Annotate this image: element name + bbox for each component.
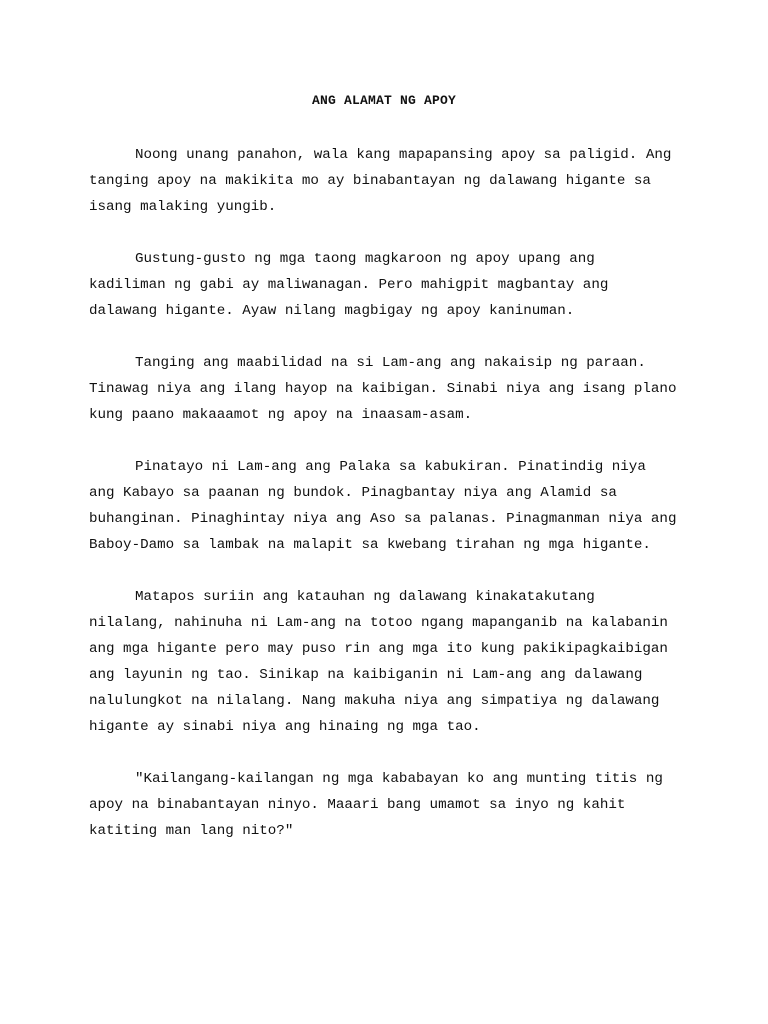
document-body <box>89 142 679 870</box>
paragraph-2: Gustung-gusto ng mga taong magkaroon ng apoy upang ang kadiliman ng gabi ay maliwanagan. Pero mahigpit magbantay ang dalawang higante. Ayaw nilang magbigay ng apoy kaninuman. <box>89 251 609 319</box>
document-title: ANG ALAMAT NG APOY <box>311 93 457 108</box>
paragraph-5: Matapos suriin ang katauhan ng dalawang kinakatakutang nilalang, nahinuha ni Lam-ang na totoo ngang mapanganib na kalabanin ang mga higante pero may puso rin ang mga ito kung pakikipagkaibigan ang layunin ng tao. Sinikap na kaibiganin ni Lam-ang ang dalawang nalulungkot na nilalang. Nang makuha niya ang simpatiya ng dalawang higante ay sinabi niya ang hinaing ng mga tao. <box>89 589 668 735</box>
paragraph-3: Tanging ang maabilidad na si Lam-ang ang nakaisip ng paraan. Tinawag niya ang ilang hayop na kaibigan. Sinabi niya ang isang plano kung paano makaaamot ng apoy na inaasam-asam. <box>89 355 677 423</box>
paragraph-1: Noong unang panahon, wala kang mapapansing apoy sa paligid. Ang tanging apoy na makikita mo ay binabantayan ng dalawang higante sa isang malaking yungib. <box>89 147 672 215</box>
paragraph-4: Pinatayo ni Lam-ang ang Palaka sa kabukiran. Pinatindig niya ang Kabayo sa paanan ng bundok. Pinagbantay niya ang Alamid sa buhanginan. Pinaghintay niya ang Aso sa palanas. Pinagmanman niya ang Baboy-Damo sa lambak na malapit sa kwebang tirahan ng mga higante. <box>89 459 677 553</box>
paragraph-6: "Kailangang-kailangan ng mga kababayan ko ang munting titis ng apoy na binabantayan ninyo. Maaari bang umamot sa inyo ng kahit katiting man lang nito?" <box>89 771 663 839</box>
